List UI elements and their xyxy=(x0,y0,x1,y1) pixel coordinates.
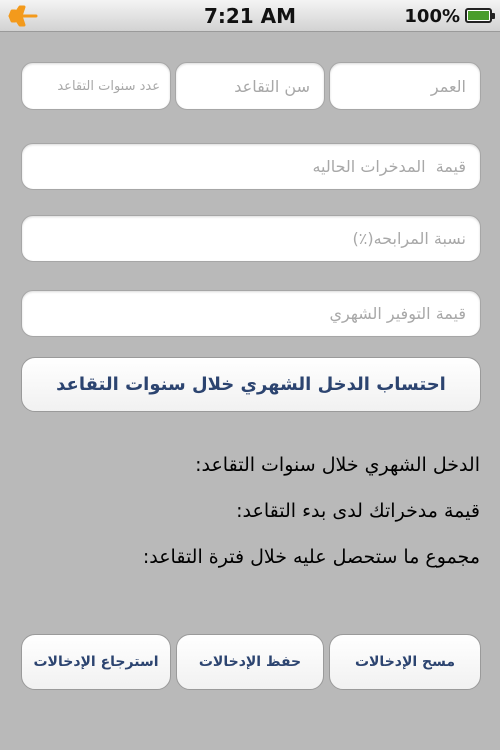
total-received-label: مجموع ما ستحصل عليه خلال فترة التقاعد: xyxy=(142,546,480,568)
status-time: 7:21 AM xyxy=(203,4,297,28)
battery-percent: 100% xyxy=(404,6,460,27)
monthly-saving-input[interactable] xyxy=(22,291,480,336)
age-field[interactable] xyxy=(329,62,481,110)
calculate-button[interactable]: احتساب الدخل الشهري خلال سنوات التقاعد xyxy=(21,357,481,412)
current-savings-input[interactable] xyxy=(22,144,480,189)
profit-rate-input[interactable] xyxy=(22,216,480,261)
current-savings-field[interactable] xyxy=(21,143,481,190)
battery-icon xyxy=(465,8,492,23)
retirement-years-field[interactable] xyxy=(21,62,171,110)
retirement-age-field[interactable] xyxy=(175,62,325,110)
profit-rate-field[interactable] xyxy=(21,215,481,262)
status-bar xyxy=(0,0,500,32)
retirement-years-input[interactable] xyxy=(22,63,170,109)
retirement-age-input[interactable] xyxy=(176,63,324,109)
savings-at-retirement-label: قيمة مدخراتك لدى بدء التقاعد: xyxy=(236,500,480,522)
restore-inputs-button[interactable]: استرجاع الإدخالات xyxy=(21,634,171,690)
age-input[interactable] xyxy=(330,63,480,109)
save-inputs-button[interactable]: حفظ الإدخالات xyxy=(176,634,324,690)
monthly-income-label: الدخل الشهري خلال سنوات التقاعد: xyxy=(195,454,480,476)
clear-inputs-button[interactable]: مسح الإدخالات xyxy=(329,634,481,690)
monthly-saving-field[interactable] xyxy=(21,290,481,337)
